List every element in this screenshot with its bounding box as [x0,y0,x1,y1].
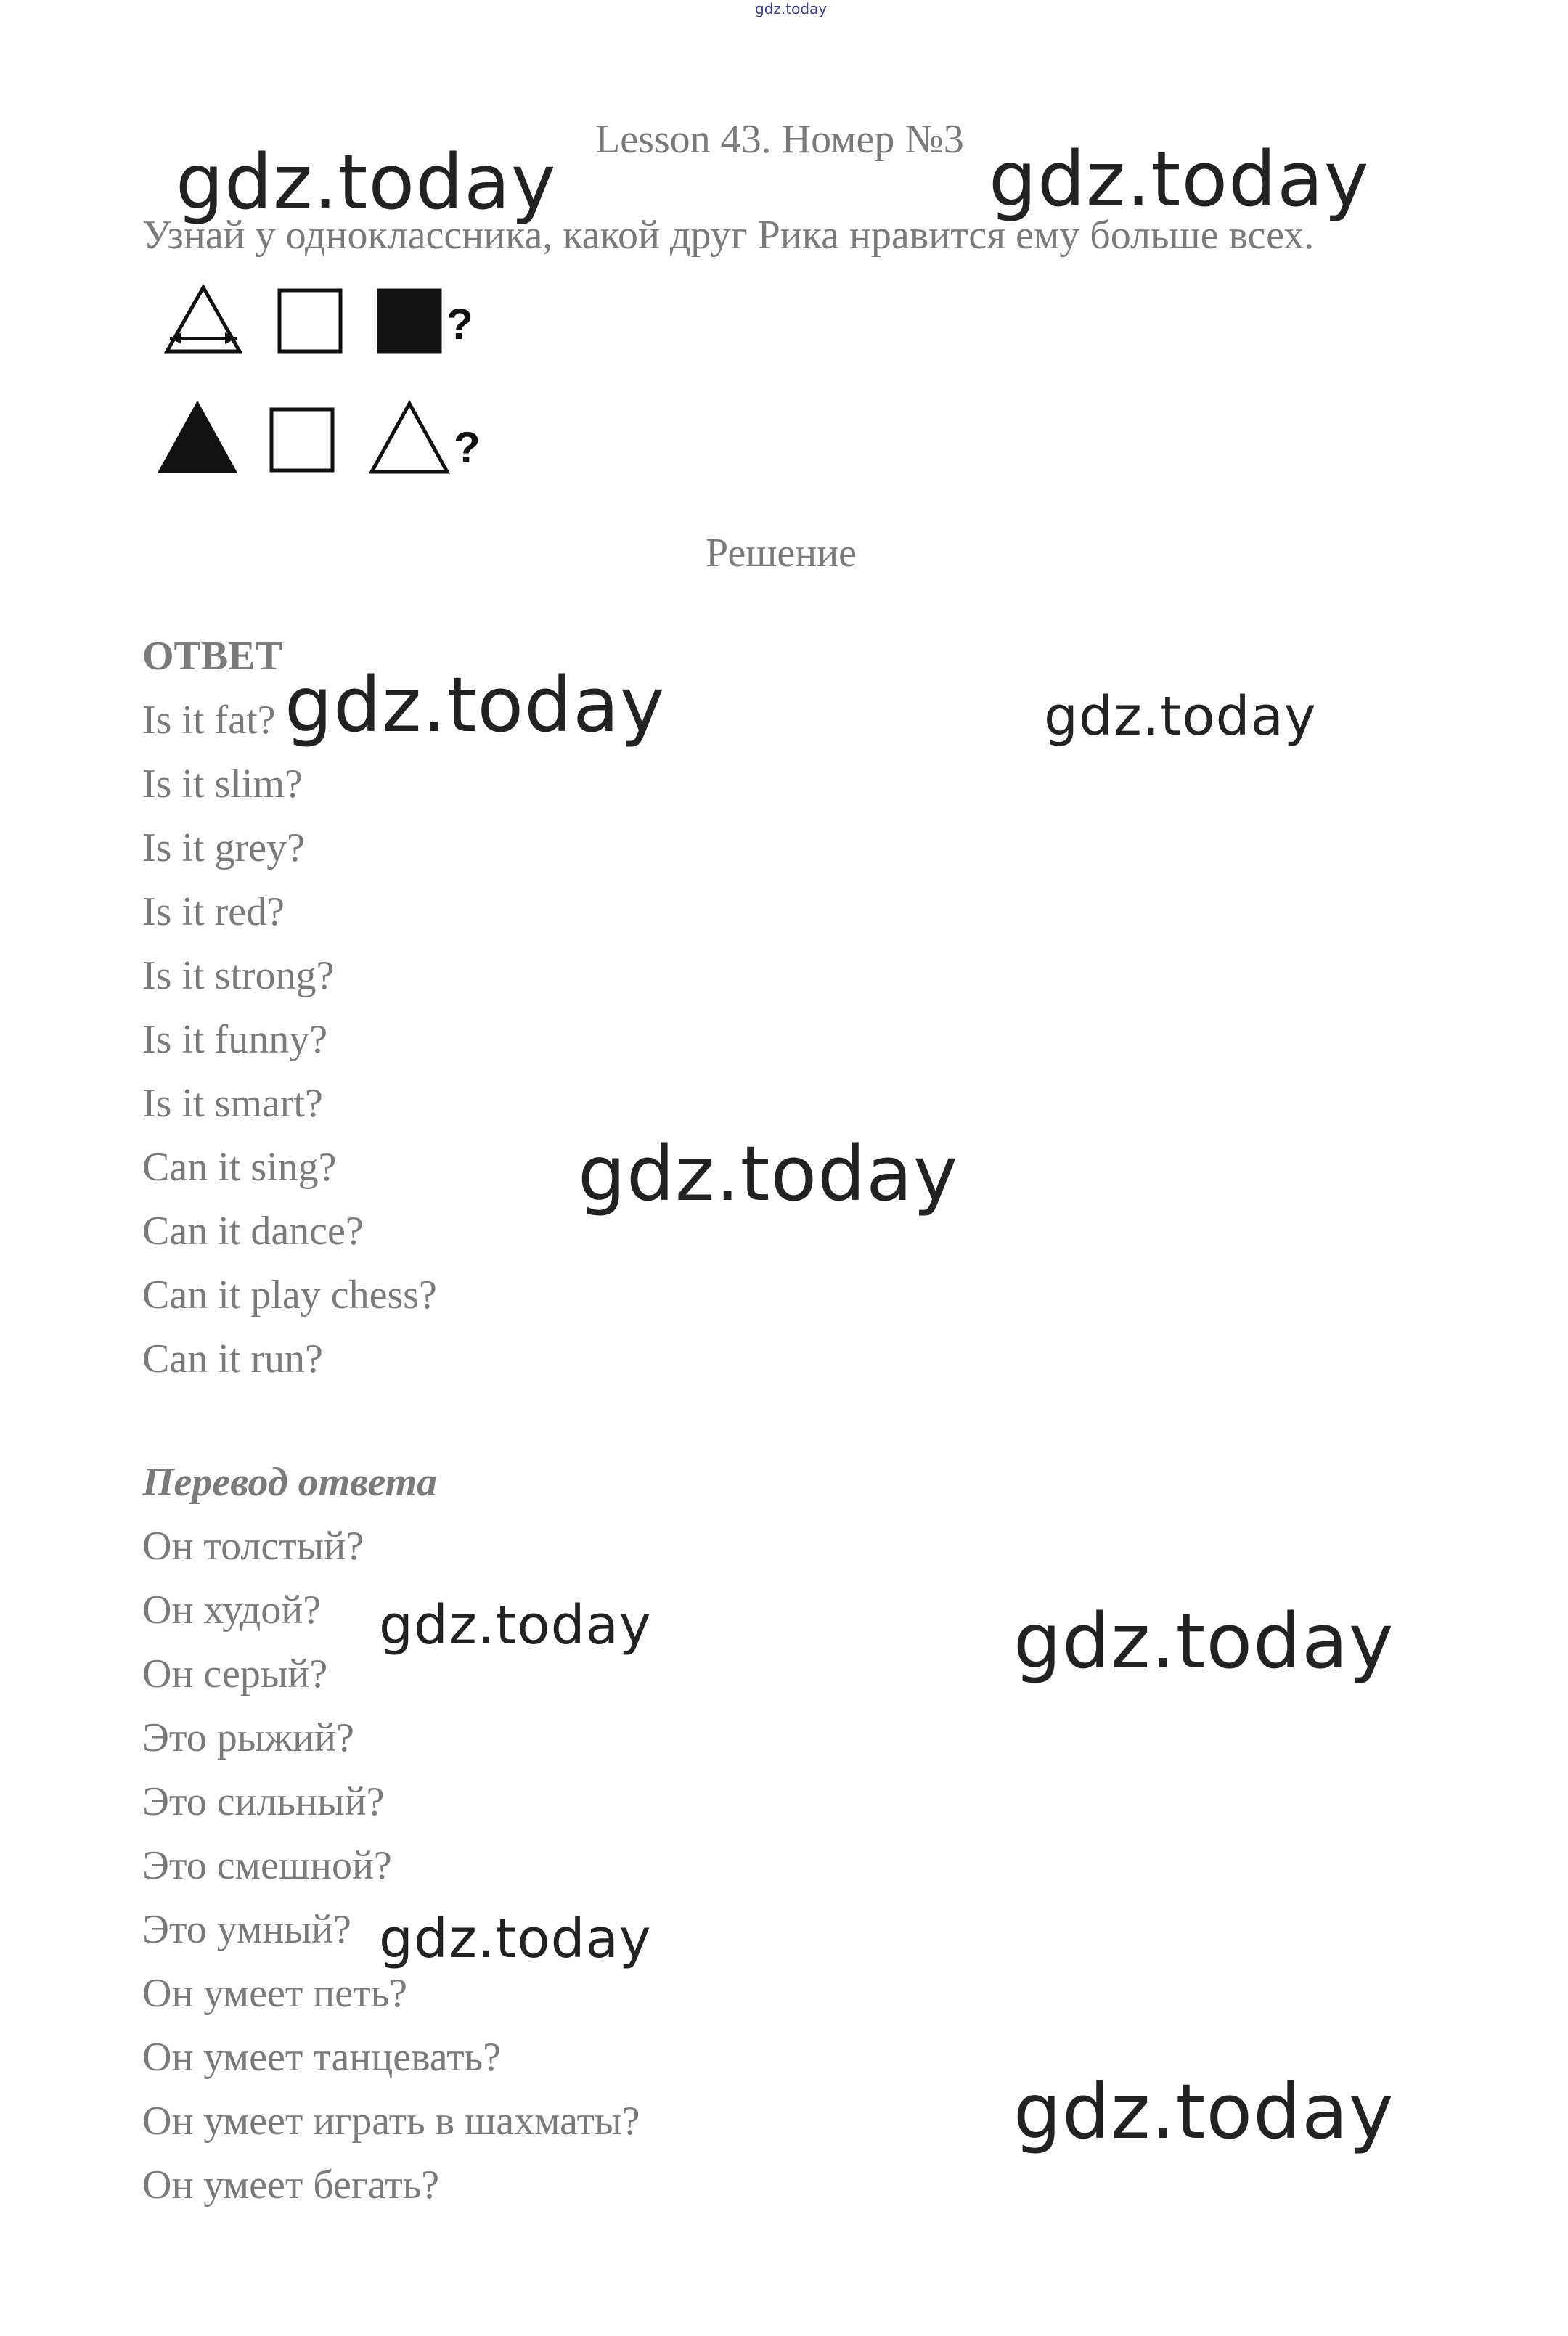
answer-line: Is it strong? [142,953,335,998]
question-mark-1: ? [446,300,473,348]
watermark: gdz.today [1044,685,1317,748]
solution-label: Решение [706,531,857,576]
watermark: gdz.today [1013,1597,1395,1686]
watermark: gdz.today [379,1594,652,1657]
answer-line: Can it play chess? [142,1273,437,1318]
answer-line: Is it grey? [142,825,305,870]
symbols-row-1 [160,279,494,373]
watermark: gdz.today [379,1908,652,1970]
translation-line: Он худой? [142,1588,322,1633]
watermark: gdz.today [285,661,666,749]
white-triangle-icon [372,404,447,472]
answer-line: Is it slim? [142,761,303,806]
white-square-icon-2 [271,409,332,470]
answer-line: Is it smart? [142,1081,323,1126]
black-triangle-icon [160,404,235,472]
answer-heading: ОТВЕТ [142,634,282,679]
page-title: Lesson 43. Номер №3 [595,117,964,162]
task-text: Узнай у одноклассника, какой друг Рика нравится ему больше всех. [142,213,1315,258]
watermark: gdz.today [1013,2067,1395,2156]
watermark: gdz.today [578,1130,959,1218]
answer-line: Is it red? [142,889,285,934]
watermark: gdz.today [176,138,557,226]
answer-line: Is it funny? [142,1017,328,1062]
black-square-icon [379,290,440,351]
translation-line: Это сильный? [142,1779,385,1824]
translation-line: Это смешной? [142,1843,392,1888]
translation-line: Он толстый? [142,1524,364,1569]
translation-line: Он умеет петь? [142,1971,407,2016]
triangle-with-arrow-icon [167,287,240,351]
translation-line: Он серый? [142,1651,328,1696]
translation-line: Он умеет играть в шахматы? [142,2099,640,2144]
translation-line: Он умеет танцевать? [142,2035,502,2080]
symbols-row-2 [154,396,488,491]
answer-line: Is it fat? [142,698,276,743]
answer-line: Can it dance? [142,1209,364,1254]
answer-line: Can it sing? [142,1145,337,1190]
top-watermark: gdz.today [755,0,828,17]
translation-line: Это умный? [142,1907,351,1952]
white-square-icon [279,290,340,351]
translation-line: Он умеет бегать? [142,2163,440,2208]
question-mark-2: ? [454,423,481,472]
translation-line: Это рыжий? [142,1715,354,1760]
answer-line: Can it run? [142,1336,323,1381]
translation-heading: Перевод ответа [142,1460,438,1505]
watermark: gdz.today [989,135,1370,224]
